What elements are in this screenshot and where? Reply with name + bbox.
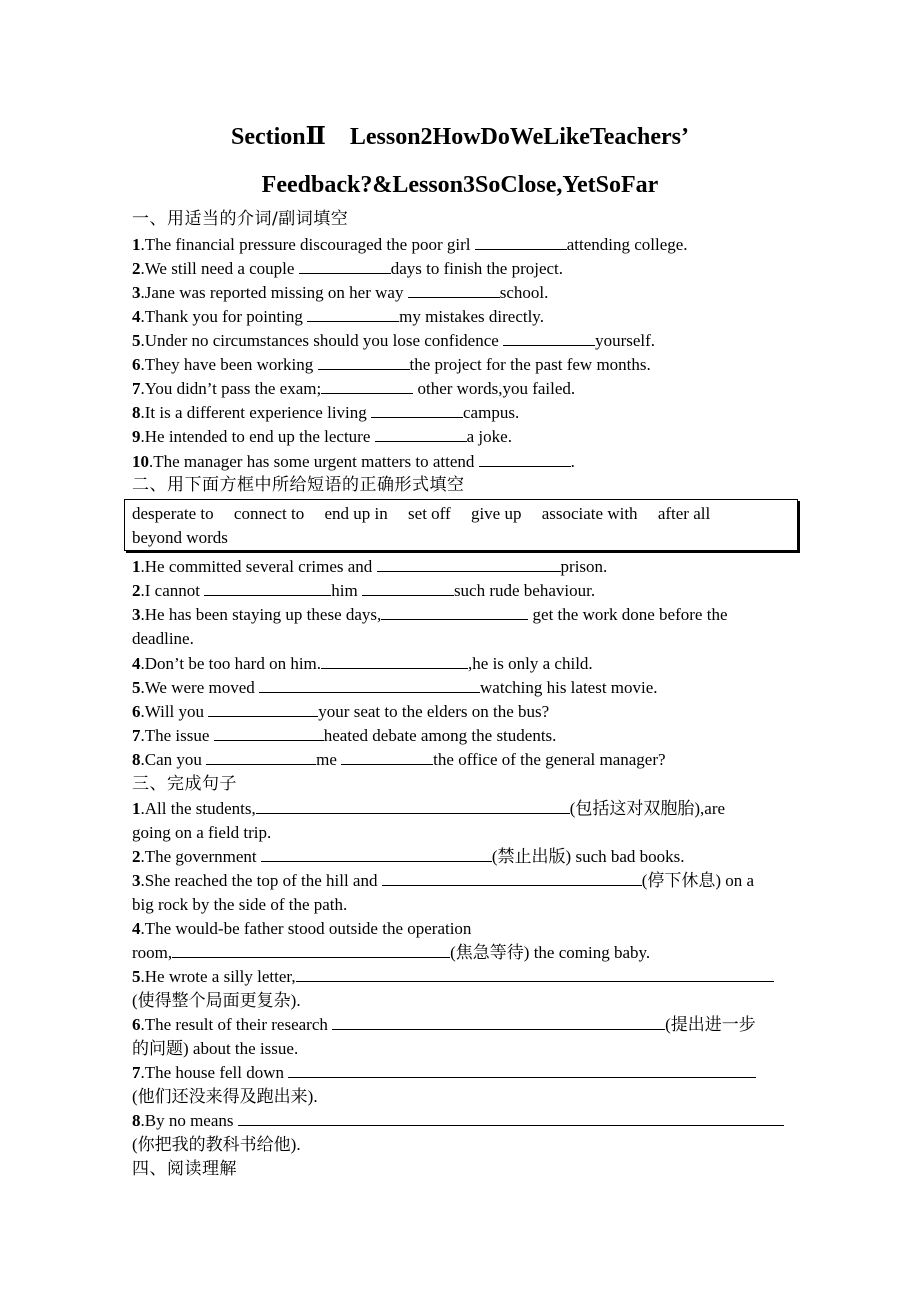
exercise-line: 4.Don’t be too hard on him. ,he is only a child. bbox=[132, 654, 593, 673]
exercise-line: 8.Can you me the office of the general manager? bbox=[132, 750, 666, 769]
exercise-line: 8.It is a different experience living campus. bbox=[132, 403, 520, 422]
exercise-line: 5.We were moved watching his latest movie. bbox=[132, 678, 658, 697]
answer-blank[interactable] bbox=[288, 1062, 756, 1078]
answer-blank[interactable] bbox=[377, 556, 561, 572]
exercise-line: 6.Will you your seat to the elders on the bus? bbox=[132, 702, 550, 721]
exercise-line: 3.She reached the top of the hill and (停下休息) on a bbox=[132, 871, 755, 890]
exercise-line-continued: (你把我的教科书给他). bbox=[132, 1135, 301, 1154]
exercise-line: 3.Jane was reported missing on her way school. bbox=[132, 283, 549, 302]
section-heading-4: 四、阅读理解 bbox=[132, 1159, 237, 1179]
exercise-line: 6.They have been working the project for the past few months. bbox=[132, 355, 651, 374]
answer-blank[interactable] bbox=[381, 604, 528, 620]
exercise-line: 10.The manager has some urgent matters to attend . bbox=[132, 452, 575, 471]
answer-blank[interactable] bbox=[332, 1014, 665, 1030]
exercise-line-continued: going on a field trip. bbox=[132, 823, 272, 842]
section-heading-2: 二、用下面方框中所给短语的正确形式填空 bbox=[132, 475, 465, 495]
answer-blank[interactable] bbox=[214, 725, 324, 741]
answer-blank[interactable] bbox=[296, 966, 774, 982]
phrase: beyond words bbox=[132, 528, 228, 547]
answer-blank[interactable] bbox=[318, 354, 410, 370]
exercise-line-continued: deadline. bbox=[132, 629, 194, 648]
exercise-line: 2.I cannot him such rude behaviour. bbox=[132, 581, 596, 600]
answer-blank[interactable] bbox=[475, 234, 567, 250]
page-title-line1: SectionⅡ Lesson2HowDoWeLikeTeachers’ bbox=[230, 124, 689, 150]
exercise-line-continued: big rock by the side of the path. bbox=[132, 895, 348, 914]
answer-blank[interactable] bbox=[204, 580, 331, 596]
exercise-line: 4.The would-be father stood outside the operation bbox=[132, 919, 472, 938]
exercise-line: 1.He committed several crimes and prison. bbox=[132, 557, 608, 576]
section-heading-1: 一、用适当的介词/副词填空 bbox=[132, 209, 349, 229]
answer-blank[interactable] bbox=[206, 749, 316, 765]
phrase: set off bbox=[408, 504, 451, 523]
exercise-line: 7.The house fell down bbox=[132, 1061, 756, 1085]
phrase-box-row bbox=[132, 502, 726, 526]
answer-blank[interactable] bbox=[382, 870, 642, 886]
exercise-line: 8.By no means bbox=[132, 1109, 784, 1133]
answer-blank[interactable] bbox=[259, 677, 480, 693]
phrase: after all bbox=[657, 504, 711, 523]
exercise-line: 5.Under no circumstances should you lose confidence yourself. bbox=[132, 331, 656, 350]
exercise-line: 1.All the students, (包括这对双胞胎),are bbox=[132, 799, 726, 818]
phrase: associate with bbox=[541, 504, 638, 523]
exercise-line: 9.He intended to end up the lecture a joke. bbox=[132, 427, 512, 446]
answer-blank[interactable] bbox=[371, 402, 463, 418]
answer-blank[interactable] bbox=[321, 653, 468, 669]
answer-blank[interactable] bbox=[479, 451, 571, 467]
exercise-line-continued: (使得整个局面更复杂). bbox=[132, 991, 301, 1010]
answer-blank[interactable] bbox=[307, 306, 399, 322]
exercise-line-continued: (他们还没来得及跑出来). bbox=[132, 1087, 318, 1106]
answer-blank[interactable] bbox=[261, 846, 492, 862]
exercise-line: 4.Thank you for pointing my mistakes directly. bbox=[132, 307, 544, 326]
exercise-line-continued: 的问题) about the issue. bbox=[132, 1039, 299, 1058]
exercise-line: 7.The issue heated debate among the students. bbox=[132, 726, 557, 745]
exercise-line: 7.You didn’t pass the exam; other words,you failed. bbox=[132, 379, 576, 398]
answer-blank[interactable] bbox=[375, 426, 467, 442]
phrase-box bbox=[124, 499, 798, 551]
phrase: end up in bbox=[324, 504, 388, 523]
exercise-line: 3.He has been staying up these days, get the work done before the bbox=[132, 605, 728, 624]
answer-blank[interactable] bbox=[362, 580, 454, 596]
answer-blank[interactable] bbox=[503, 330, 595, 346]
page-title-line2: Feedback?&Lesson3SoClose,YetSoFar bbox=[261, 172, 659, 198]
answer-blank[interactable] bbox=[341, 749, 433, 765]
answer-blank[interactable] bbox=[256, 798, 570, 814]
answer-blank[interactable] bbox=[238, 1110, 784, 1126]
exercise-line: 2.The government (禁止出版) such bad books. bbox=[132, 847, 685, 866]
answer-blank[interactable] bbox=[208, 701, 318, 717]
exercise-line: 5.He wrote a silly letter, bbox=[132, 965, 774, 989]
exercise-line: 6.The result of their research (提出进一步 bbox=[132, 1015, 756, 1034]
phrase: desperate to bbox=[132, 504, 214, 523]
exercise-line: 2.We still need a couple days to finish the project. bbox=[132, 259, 564, 278]
phrase: connect to bbox=[233, 504, 305, 523]
answer-blank[interactable] bbox=[299, 258, 391, 274]
section-heading-3: 三、完成句子 bbox=[132, 774, 237, 794]
phrase: give up bbox=[470, 504, 522, 523]
exercise-line-continued: room, (焦急等待) the coming baby. bbox=[132, 943, 651, 962]
answer-blank[interactable] bbox=[321, 378, 413, 394]
answer-blank[interactable] bbox=[172, 942, 450, 958]
answer-blank[interactable] bbox=[408, 282, 500, 298]
phrase-box-row bbox=[132, 526, 244, 550]
exercise-line: 1.The financial pressure discouraged the poor girl attending college. bbox=[132, 235, 688, 254]
